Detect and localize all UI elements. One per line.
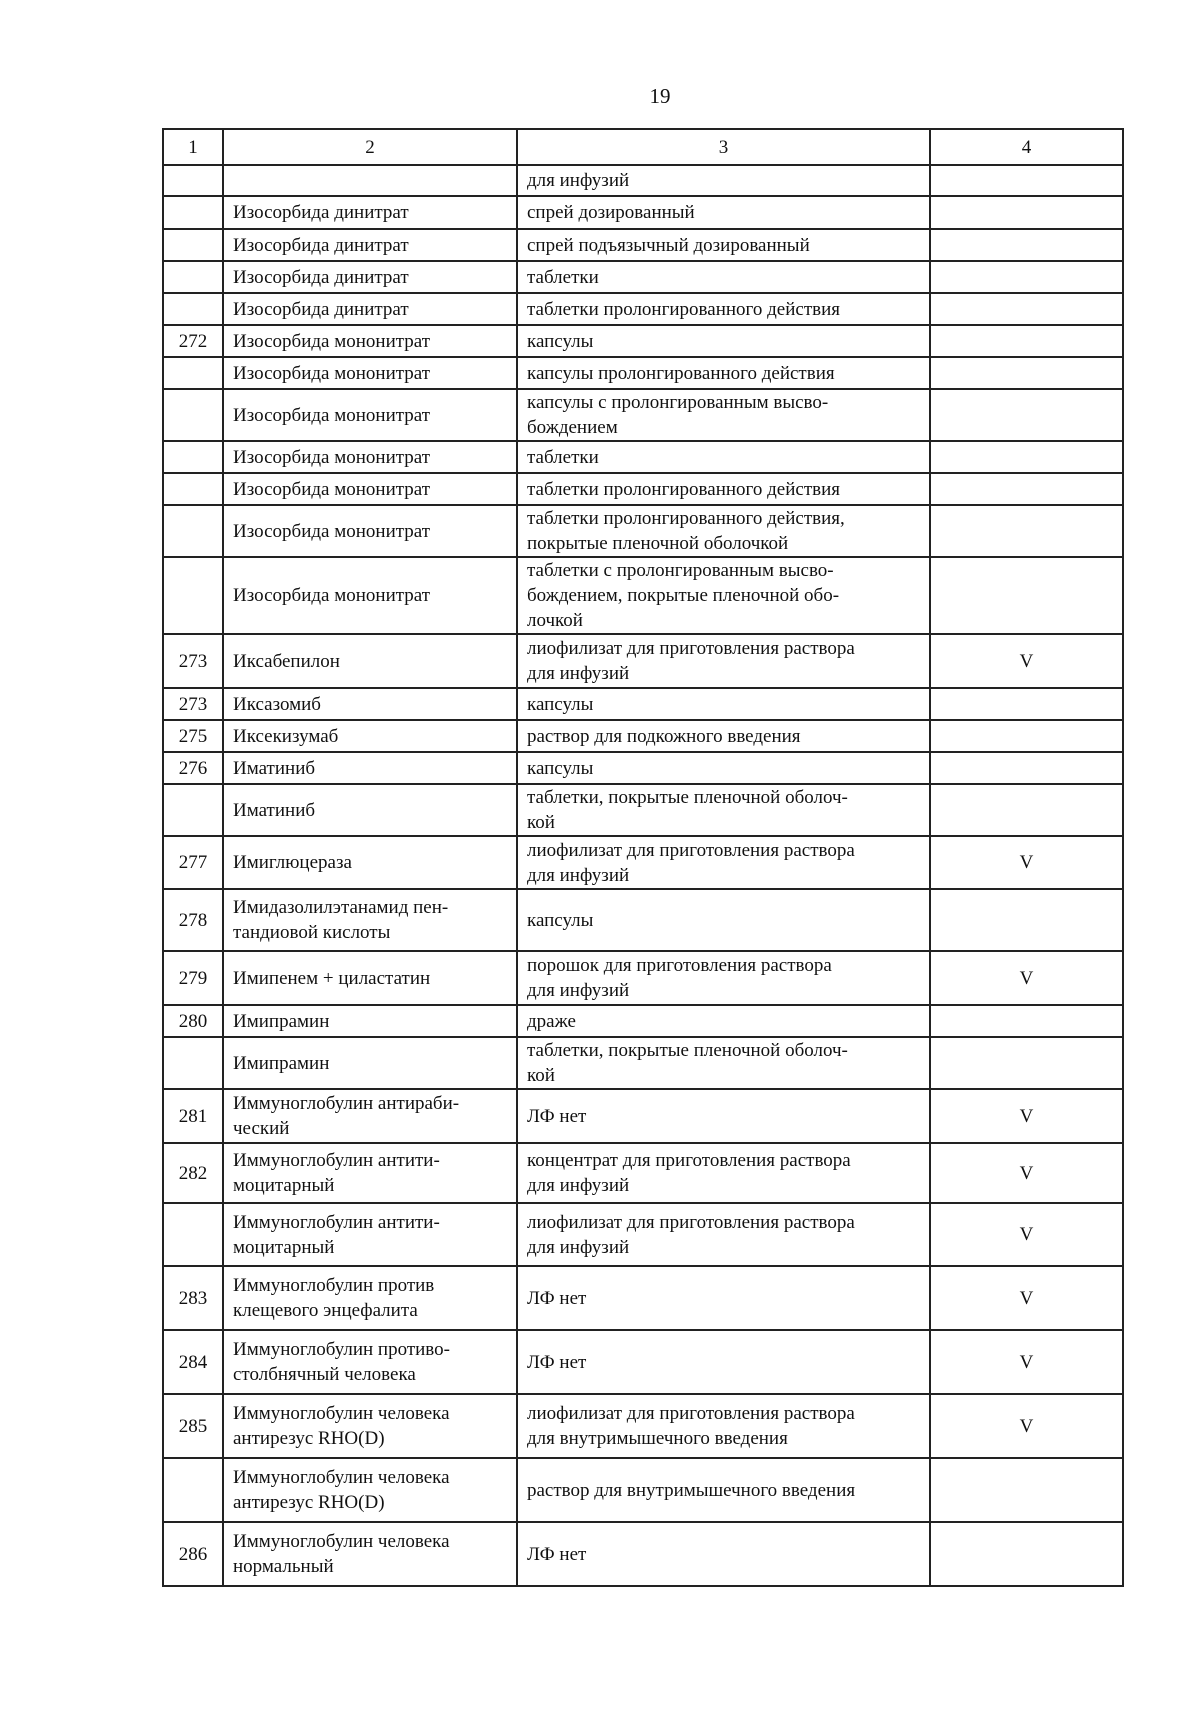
mark-cell [930,293,1123,325]
page-number: 19 [649,84,671,108]
row-number [163,1203,223,1266]
row-number [163,1458,223,1522]
drug-name: Имидазолилэтанамид пен- тандиовой кислоты [223,889,517,951]
row-number: 284 [163,1330,223,1394]
table-row [163,196,1123,229]
row-number: 282 [163,1143,223,1203]
dosage-form: капсулы [517,325,930,357]
table-row [163,951,1123,1005]
drug-name: Иксабепилон [223,634,517,688]
row-number [163,293,223,325]
drug-name: Иммуноглобулин человека антирезус RHO(D) [223,1458,517,1522]
table-row [163,261,1123,293]
table-row [163,229,1123,261]
dosage-form: спрей дозированный [517,196,930,229]
dosage-form: лиофилизат для приготовления раствора для инфузий [517,836,930,889]
table-row [163,505,1123,557]
mark-cell [930,473,1123,505]
table-row [163,293,1123,325]
mark-cell [930,720,1123,752]
mark-cell: V [930,1203,1123,1266]
mark-cell: V [930,951,1123,1005]
mark-cell: V [930,1266,1123,1330]
table-row [163,1037,1123,1089]
dosage-form: порошок для приготовления раствора для инфузий [517,951,930,1005]
table-header-row [163,129,1123,165]
mark-cell [930,1037,1123,1089]
row-number [163,473,223,505]
mark-cell: V [930,1330,1123,1394]
table-row [163,557,1123,634]
table-row [163,1330,1123,1394]
drug-name: Имипенем + циластатин [223,951,517,1005]
drug-name: Иммуноглобулин антираби- ческий [223,1089,517,1143]
dosage-form: таблетки пролонгированного действия [517,293,930,325]
table-row [163,1203,1123,1266]
mark-cell: V [930,836,1123,889]
row-number: 280 [163,1005,223,1037]
dosage-form: таблетки [517,261,930,293]
dosage-form: ЛФ нет [517,1266,930,1330]
drug-name: Иммуноглобулин против клещевого энцефалита [223,1266,517,1330]
drug-name: Изосорбида динитрат [223,293,517,325]
dosage-form: лиофилизат для приготовления раствора для инфузий [517,1203,930,1266]
drug-name [223,165,517,196]
table-row [163,441,1123,473]
table-row [163,1143,1123,1203]
dosage-form: ЛФ нет [517,1089,930,1143]
table-row [163,634,1123,688]
table-row [163,688,1123,720]
table-row [163,325,1123,357]
table-row [163,357,1123,389]
drug-name: Иксазомиб [223,688,517,720]
dosage-form: лиофилизат для приготовления раствора для инфузий [517,634,930,688]
dosage-form: таблетки, покрытые пленочной оболоч- кой [517,1037,930,1089]
dosage-form: таблетки пролонгированного действия, покрытые пленочной оболочкой [517,505,930,557]
table-row [163,752,1123,784]
mark-cell [930,688,1123,720]
row-number [163,1037,223,1089]
mark-cell [930,557,1123,634]
row-number [163,505,223,557]
drug-name: Иксекизумаб [223,720,517,752]
row-number: 285 [163,1394,223,1458]
table-row [163,1266,1123,1330]
dosage-form: таблетки пролонгированного действия [517,473,930,505]
row-number [163,261,223,293]
row-number [163,389,223,441]
row-number: 281 [163,1089,223,1143]
mark-cell [930,325,1123,357]
row-number [163,196,223,229]
row-number: 276 [163,752,223,784]
dosage-form: для инфузий [517,165,930,196]
header-col-2: 2 [223,129,517,165]
drug-name: Иммуноглобулин антити- моцитарный [223,1143,517,1203]
drug-name: Изосорбида динитрат [223,261,517,293]
row-number: 278 [163,889,223,951]
mark-cell: V [930,1089,1123,1143]
row-number: 272 [163,325,223,357]
dosage-form: таблетки, покрытые пленочной оболоч- кой [517,784,930,836]
row-number: 283 [163,1266,223,1330]
medication-table [162,128,1124,1587]
drug-name: Изосорбида мононитрат [223,505,517,557]
table-row [163,1394,1123,1458]
row-number [163,165,223,196]
drug-name: Изосорбида мононитрат [223,325,517,357]
table-row [163,389,1123,441]
table-row [163,1458,1123,1522]
table-row [163,1089,1123,1143]
mark-cell [930,505,1123,557]
table-row [163,1522,1123,1586]
drug-name: Изосорбида мононитрат [223,357,517,389]
dosage-form: капсулы с пролонгированным высво- бождением [517,389,930,441]
drug-name: Иммуноглобулин человека антирезус RHO(D) [223,1394,517,1458]
drug-name: Иммуноглобулин человека нормальный [223,1522,517,1586]
mark-cell [930,165,1123,196]
mark-cell [930,889,1123,951]
table-row [163,889,1123,951]
dosage-form: капсулы [517,752,930,784]
row-number [163,441,223,473]
row-number: 275 [163,720,223,752]
mark-cell [930,196,1123,229]
dosage-form: ЛФ нет [517,1522,930,1586]
row-number [163,784,223,836]
dosage-form: таблетки [517,441,930,473]
drug-name: Изосорбида мононитрат [223,557,517,634]
drug-name: Имиглюцераза [223,836,517,889]
table-row [163,165,1123,196]
header-col-4: 4 [930,129,1123,165]
table-row [163,1005,1123,1037]
mark-cell [930,261,1123,293]
dosage-form: лиофилизат для приготовления раствора для внутримышечного введения [517,1394,930,1458]
drug-name: Иммуноглобулин антити- моцитарный [223,1203,517,1266]
dosage-form: драже [517,1005,930,1037]
row-number: 286 [163,1522,223,1586]
drug-name: Изосорбида мононитрат [223,389,517,441]
drug-name: Изосорбида динитрат [223,196,517,229]
dosage-form: раствор для подкожного введения [517,720,930,752]
header-col-1: 1 [163,129,223,165]
drug-name: Иматиниб [223,752,517,784]
drug-name: Изосорбида мононитрат [223,473,517,505]
mark-cell [930,357,1123,389]
row-number [163,357,223,389]
dosage-form: раствор для внутримышечного введения [517,1458,930,1522]
mark-cell [930,1005,1123,1037]
table-row [163,836,1123,889]
dosage-form: капсулы [517,889,930,951]
mark-cell [930,229,1123,261]
table-row [163,720,1123,752]
dosage-form: таблетки с пролонгированным высво- бождением, покрытые пленочной обо- лочкой [517,557,930,634]
row-number: 279 [163,951,223,1005]
table-row [163,784,1123,836]
mark-cell [930,1522,1123,1586]
dosage-form: ЛФ нет [517,1330,930,1394]
mark-cell [930,784,1123,836]
mark-cell [930,752,1123,784]
dosage-form: капсулы пролонгированного действия [517,357,930,389]
mark-cell [930,1458,1123,1522]
dosage-form: капсулы [517,688,930,720]
drug-name: Изосорбида динитрат [223,229,517,261]
header-col-3: 3 [517,129,930,165]
drug-name: Изосорбида мононитрат [223,441,517,473]
table-row [163,473,1123,505]
mark-cell: V [930,1394,1123,1458]
row-number: 273 [163,688,223,720]
table-body [163,165,1123,1586]
row-number [163,557,223,634]
mark-cell: V [930,634,1123,688]
row-number: 273 [163,634,223,688]
drug-name: Иматиниб [223,784,517,836]
dosage-form: концентрат для приготовления раствора для инфузий [517,1143,930,1203]
mark-cell [930,441,1123,473]
drug-name: Имипрамин [223,1037,517,1089]
mark-cell [930,389,1123,441]
mark-cell: V [930,1143,1123,1203]
dosage-form: спрей подъязычный дозированный [517,229,930,261]
row-number: 277 [163,836,223,889]
drug-name: Иммуноглобулин противо- столбнячный человека [223,1330,517,1394]
row-number [163,229,223,261]
drug-name: Имипрамин [223,1005,517,1037]
